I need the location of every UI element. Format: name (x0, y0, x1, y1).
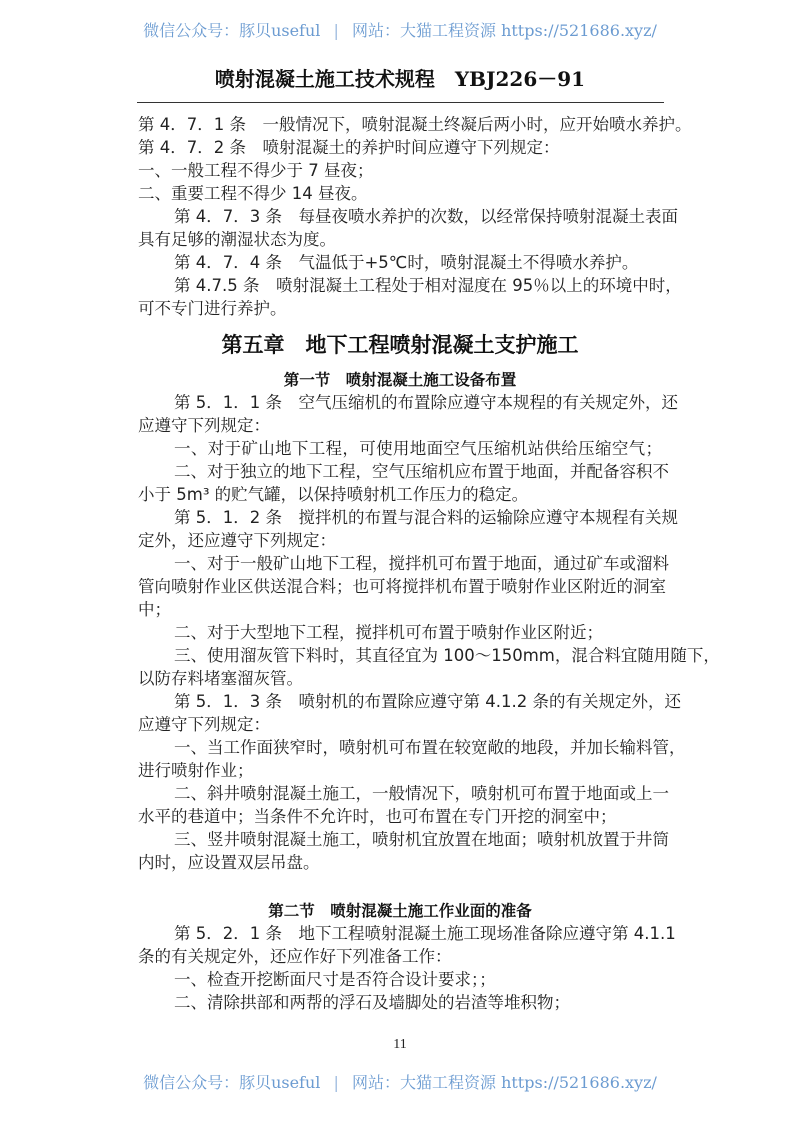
text-line: 三、竖井喷射混凝土施工，喷射机宜放置在地面；喷射机放置于井筒 (174, 830, 669, 849)
watermark-site: 网站：大猫工程资源 https://521686.xyz/ (351, 1073, 657, 1092)
text-line: 一、一般工程不得少于 7 昼夜； (138, 161, 374, 180)
watermark-separator: | (333, 1073, 339, 1092)
text-line: 可不专门进行养护。 (138, 299, 287, 318)
watermark-separator: | (333, 21, 339, 40)
text-line: 二、对于大型地下工程，搅拌机可布置于喷射作业区附近； (174, 623, 603, 642)
text-line: 三、使用溜灰管下料时，其直径宜为 100～150mm，混合料宜随用随下， (174, 646, 720, 665)
text-line: 第 4．7．2 条 喷射混凝土的养护时间应遵守下列规定： (138, 138, 560, 157)
document-title: 喷射混凝土施工技术规程 YBJ226－91 (214, 67, 586, 91)
text-line: 应遵守下列规定： (138, 715, 270, 734)
text-line: 应遵守下列规定： (138, 416, 270, 435)
chapter-heading: 第五章 地下工程喷射混凝土支护施工 (221, 333, 579, 357)
text-line: 进行喷射作业； (138, 761, 254, 780)
text-line: 中； (138, 600, 171, 619)
text-line: 条的有关规定外，还应作好下列准备工作： (138, 947, 452, 966)
text-line: 内时，应设置双层吊盘。 (138, 853, 320, 872)
text-line: 第 5．1．3 条 喷射机的布置除应遵守第 4.1.2 条的有关规定外，还 (174, 692, 681, 711)
header-rule (137, 102, 664, 103)
watermark-wechat: 微信公众号：豚贝useful (143, 21, 321, 40)
watermark-wechat: 微信公众号：豚贝useful (143, 1073, 321, 1092)
text-line: 第 4.7.5 条 喷射混凝土工程处于相对湿度在 95％以上的环境中时， (174, 276, 682, 295)
text-line: 一、检查开挖断面尺寸是否符合设计要求；； (174, 970, 496, 989)
text-line: 定外，还应遵守下列规定： (138, 531, 336, 550)
text-line: 二、斜井喷射混凝土施工，一般情况下，喷射机可布置于地面或上一 (174, 784, 669, 803)
watermark-header (0, 21, 800, 41)
watermark-footer (0, 1073, 800, 1093)
text-line: 第 5．1．1 条 空气压缩机的布置除应遵守本规程的有关规定外，还 (174, 393, 678, 412)
text-line: 水平的巷道中；当条件不允许时，也可布置在专门开挖的洞室中； (138, 807, 617, 826)
text-line: 第 4．7．4 条 气温低于+5℃时，喷射混凝土不得喷水养护。 (174, 253, 639, 272)
text-line: 一、对于一般矿山地下工程，搅拌机可布置于地面，通过矿车或溜料 (174, 554, 669, 573)
text-line: 以防存料堵塞溜灰管。 (138, 669, 303, 688)
page-number: 11 (393, 1037, 407, 1052)
text-line: 小于 5m³ 的贮气罐，以保持喷射机工作压力的稳定。 (138, 485, 529, 504)
section-heading-2: 第二节 喷射混凝土施工作业面的准备 (268, 902, 532, 920)
text-line: 管向喷射作业区供送混合料；也可将搅拌机布置于喷射作业区附近的洞室 (138, 577, 666, 596)
text-line: 二、对于独立的地下工程，空气压缩机应布置于地面，并配备容积不 (174, 462, 669, 481)
text-line: 一、对于矿山地下工程，可使用地面空气压缩机站供给压缩空气； (174, 439, 662, 458)
text-line: 二、清除拱部和两帮的浮石及墙脚处的岩渣等堆积物； (174, 993, 570, 1012)
text-line: 第 5．1．2 条 搅拌机的布置与混合料的运输除应遵守本规程有关规 (174, 508, 678, 527)
watermark-site: 网站：大猫工程资源 https://521686.xyz/ (351, 21, 657, 40)
text-line: 二、重要工程不得少 14 昼夜。 (138, 184, 368, 203)
text-line: 第 4．7．3 条 每昼夜喷水养护的次数，以经常保持喷射混凝土表面 (174, 207, 678, 226)
text-line: 具有足够的潮湿状态为度。 (138, 230, 336, 249)
text-line: 第 5．2．1 条 地下工程喷射混凝土施工现场准备除应遵守第 4.1.1 (174, 924, 676, 943)
section-heading-1: 第一节 喷射混凝土施工设备布置 (283, 371, 517, 389)
text-line: 一、当工作面狭窄时，喷射机可布置在较宽敞的地段，并加长输料管， (174, 738, 686, 757)
text-line: 第 4．7．1 条 一般情况下，喷射混凝土终凝后两小时，应开始喷水养护。 (138, 115, 692, 134)
